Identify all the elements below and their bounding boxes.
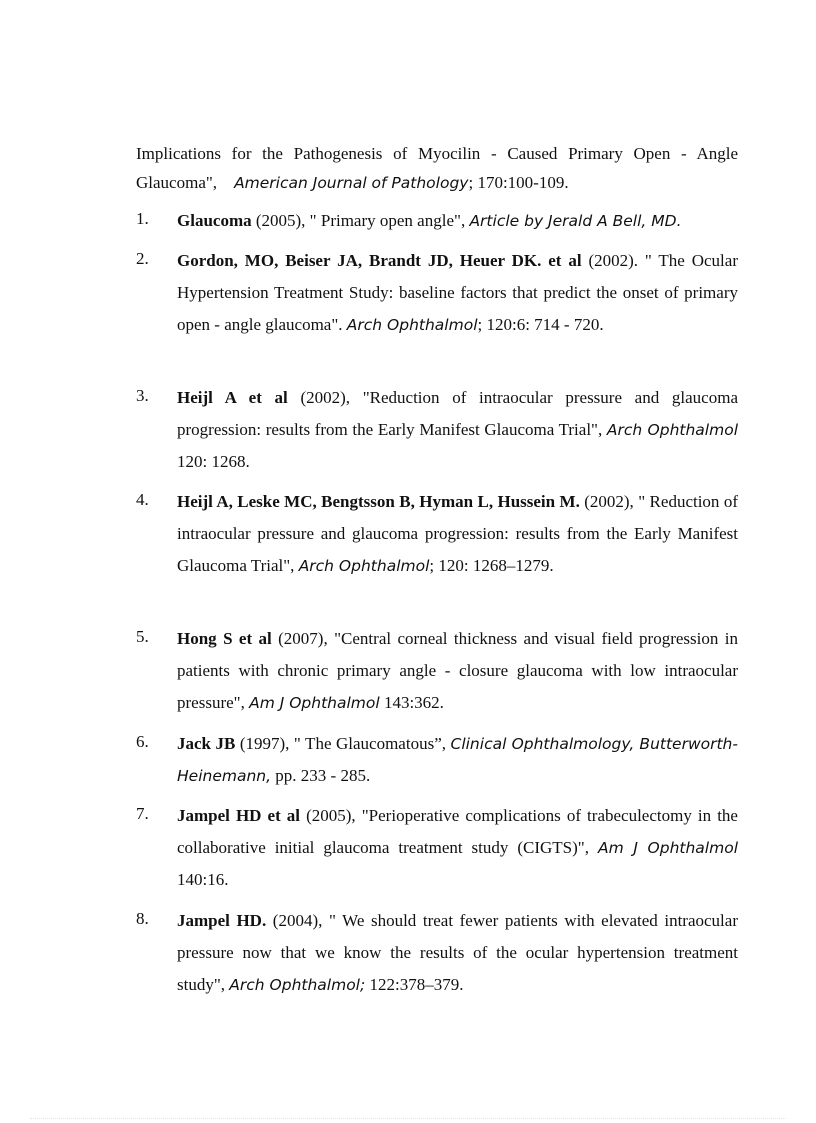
reference-tail: pp. 233 - 285. — [271, 766, 371, 785]
reference-source: Am J Ophthalmol — [249, 694, 380, 712]
reference-number: 8. — [136, 909, 149, 928]
reference-item — [136, 728, 738, 792]
reference-item — [136, 486, 738, 582]
reference-item — [136, 382, 738, 478]
reference-item — [136, 905, 738, 1001]
continuation-text: Implications for the Pathogenesis of Myocilin - Caused Primary Open - Angle Glaucoma", — [136, 144, 738, 192]
reference-tail: ; 120:6: 714 - 720. — [477, 315, 604, 334]
reference-author: Jampel HD. — [177, 911, 267, 930]
reference-text: (2004), " We should treat fewer patients with elevated intraocular pressure now that we know the results of the ocular hypertension treatment study", — [177, 911, 738, 994]
reference-tail: 122:378–379. — [365, 975, 464, 994]
reference-text: (1997), " The Glaucomatous”, — [235, 734, 451, 753]
reference-body — [177, 728, 738, 792]
reference-text: (2005), " Primary open angle", — [251, 211, 470, 230]
reference-author: Hong S et al — [177, 629, 272, 648]
reference-item — [136, 800, 738, 896]
reference-tail: 140:16. — [177, 870, 229, 889]
reference-item — [136, 205, 738, 237]
continuation-tail: ; 170:100-109. — [468, 173, 569, 192]
reference-text: (2005), "Perioperative complications of trabeculectomy in the collaborative initial glaucoma treatment study (CIGTS)", — [177, 806, 738, 857]
reference-author: Jack JB — [177, 734, 236, 753]
reference-author: Jampel HD et al — [177, 806, 301, 825]
reference-number: 2. — [136, 249, 149, 268]
reference-body — [177, 486, 738, 582]
reference-author: Heijl A, Leske MC, Bengtsson B, Hyman L, Hussein M. — [177, 492, 580, 511]
reference-body — [177, 205, 738, 237]
reference-body — [177, 800, 738, 896]
reference-source: Am J Ophthalmol — [597, 839, 738, 857]
reference-text: (2002). " The Ocular Hypertension Treatment Study: baseline factors that predict the onset of primary open - angle glaucoma". — [177, 251, 738, 334]
reference-text: (2002), "Reduction of intraocular pressure and glaucoma progression: results from the Early Manifest Glaucoma Trial", — [177, 388, 738, 439]
page-footer-divider — [30, 1118, 786, 1119]
reference-tail: 143:362. — [379, 693, 444, 712]
reference-source: Arch Ophthalmol — [606, 421, 738, 439]
reference-number: 1. — [136, 209, 149, 228]
reference-number: 7. — [136, 804, 149, 823]
reference-text: (2007), "Central corneal thickness and visual field progression in patients with chronic primary angle - closure glaucoma with low intraocular pressure", — [177, 629, 738, 712]
reference-number: 3. — [136, 386, 149, 405]
reference-source: Arch Ophthalmol; — [229, 976, 366, 994]
reference-item — [136, 623, 738, 719]
reference-number: 5. — [136, 627, 149, 646]
reference-number: 4. — [136, 490, 149, 509]
reference-author: Heijl A et al — [177, 388, 288, 407]
reference-body — [177, 623, 738, 719]
reference-text: (2002), " Reduction of intraocular pressure and glaucoma progression: results from the Early Manifest Glaucoma Trial", — [177, 492, 738, 575]
reference-body — [177, 245, 738, 341]
reference-tail: ; 120: 1268–1279. — [429, 556, 554, 575]
reference-source: Article by Jerald A Bell, MD. — [469, 212, 682, 230]
reference-source: Arch Ophthalmol — [298, 557, 430, 575]
reference-author: Gordon, MO, Beiser JA, Brandt JD, Heuer DK. et al — [177, 251, 582, 270]
reference-item — [136, 245, 738, 341]
reference-number: 6. — [136, 732, 149, 751]
reference-source: Clinical Ophthalmology, Butterworth-Heinemann, — [177, 735, 738, 785]
reference-continuation — [136, 139, 738, 198]
reference-tail: 120: 1268. — [177, 452, 250, 471]
reference-body — [177, 905, 738, 1001]
continuation-journal: American Journal of Pathology — [234, 174, 469, 192]
reference-author: Glaucoma — [177, 211, 252, 230]
reference-source: Arch Ophthalmol — [346, 316, 478, 334]
reference-body — [177, 382, 738, 478]
